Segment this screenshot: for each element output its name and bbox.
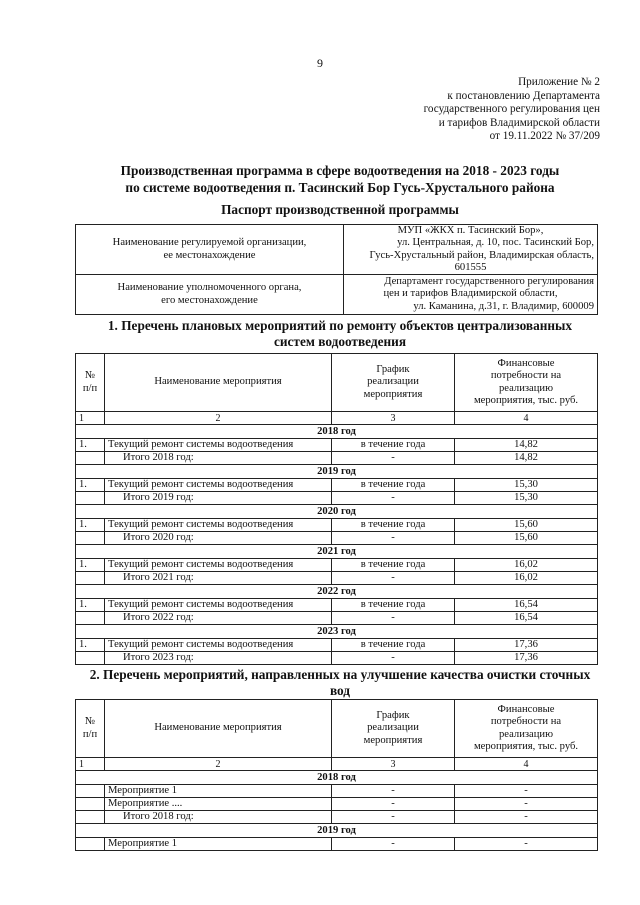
table-row	[76, 439, 598, 452]
row-name: Мероприятие 1	[105, 785, 332, 798]
header-row	[76, 354, 598, 412]
table-row	[76, 559, 598, 572]
header-num	[76, 354, 105, 412]
hdr-line: мероприятия	[363, 734, 423, 746]
value-line: Гусь-Хрустальный район, Владимирская область,	[369, 249, 594, 261]
row-name: Мероприятие 1	[105, 838, 332, 851]
hdr-line: п/п	[82, 382, 98, 394]
row-schedule: в течение года	[332, 439, 455, 452]
year-label: 2018 год	[76, 771, 598, 785]
total-schedule: -	[332, 532, 455, 545]
row-num: 1.	[76, 439, 105, 452]
value-line: ул. Центральная, д. 10, пос. Тасинский Бор,	[397, 237, 594, 249]
value-line: Департамент государственного регулирования	[384, 276, 594, 288]
row-amount: 15,30	[455, 479, 598, 492]
hdr-line: реализацию	[498, 382, 554, 394]
appendix-line: и тарифов Владимирской области	[438, 116, 600, 129]
col-number: 4	[455, 412, 598, 425]
col-number: 1	[76, 758, 105, 771]
total-row	[76, 652, 598, 665]
year-row	[76, 505, 598, 519]
page-number: 9	[317, 56, 323, 70]
section1-title	[60, 318, 620, 350]
row-name: Текущий ремонт системы водоотведения	[105, 519, 332, 532]
section-title-line: 1. Перечень плановых мероприятий по ремонту объектов централизованных	[107, 318, 573, 333]
row-num: 1.	[76, 519, 105, 532]
passport-title: Паспорт производственной программы	[221, 202, 459, 217]
total-num	[76, 572, 105, 585]
total-label: Итого 2018 год:	[105, 811, 332, 824]
year-label: 2021 год	[76, 545, 598, 559]
hdr-line: График	[376, 709, 410, 721]
total-num	[76, 811, 105, 824]
row-schedule: -	[332, 838, 455, 851]
total-amount: 16,02	[455, 572, 598, 585]
appendix-line: от 19.11.2022 № 37/209	[489, 130, 600, 143]
year-label: 2020 год	[76, 505, 598, 519]
hdr-line: мероприятия, тыс. руб.	[473, 394, 579, 406]
year-label: 2018 год	[76, 425, 598, 439]
row-num	[76, 838, 105, 851]
section2-table	[75, 699, 598, 851]
appendix-note	[330, 76, 600, 144]
hdr-line: Финансовые	[497, 357, 555, 369]
row-amount: 16,02	[455, 559, 598, 572]
table-row	[76, 785, 598, 798]
total-num	[76, 652, 105, 665]
passport-row	[76, 225, 598, 275]
total-label: Итого 2018 год:	[105, 452, 332, 465]
total-row	[76, 811, 598, 824]
hdr-line: реализацию	[498, 728, 554, 740]
hdr-line: №	[84, 370, 96, 382]
total-num	[76, 532, 105, 545]
value-line: 601555	[454, 261, 487, 273]
row-amount: -	[455, 838, 598, 851]
value-line: цен и тарифов Владимирской области,	[383, 288, 558, 300]
passport-label	[76, 225, 344, 275]
row-num: 1.	[76, 639, 105, 652]
row-amount: 15,60	[455, 519, 598, 532]
label-line: его местонахождение	[161, 294, 258, 306]
header-row	[76, 700, 598, 758]
col-number: 2	[105, 758, 332, 771]
total-schedule: -	[332, 652, 455, 665]
total-row	[76, 572, 598, 585]
total-label: Итого 2022 год:	[105, 612, 332, 625]
column-numbers-row	[76, 412, 598, 425]
year-row	[76, 625, 598, 639]
header-schedule	[332, 354, 455, 412]
row-schedule: в течение года	[332, 559, 455, 572]
appendix-line: государственного регулирования цен	[423, 103, 600, 116]
appendix-line: Приложение № 2	[518, 76, 600, 88]
col-number: 3	[332, 758, 455, 771]
row-amount: 17,36	[455, 639, 598, 652]
section2-body	[76, 771, 598, 851]
passport-value	[344, 225, 598, 275]
col-number: 2	[105, 412, 332, 425]
hdr-line: п/п	[82, 728, 98, 740]
row-num	[76, 785, 105, 798]
hdr-line: №	[84, 716, 96, 728]
header-num	[76, 700, 105, 758]
section-title-line: вод	[329, 683, 351, 698]
row-amount: 16,54	[455, 599, 598, 612]
section1-table	[75, 353, 598, 665]
section-title-line: 2. Перечень мероприятий, направленных на улучшение качества очистки сточных	[89, 667, 591, 682]
col-number: 3	[332, 412, 455, 425]
hdr-line: потребности на	[490, 716, 562, 728]
year-row	[76, 425, 598, 439]
header-finance	[455, 354, 598, 412]
total-row	[76, 492, 598, 505]
passport-label	[76, 275, 344, 315]
total-label: Итого 2020 год:	[105, 532, 332, 545]
row-num	[76, 798, 105, 811]
row-num: 1.	[76, 479, 105, 492]
total-amount: 14,82	[455, 452, 598, 465]
year-row	[76, 771, 598, 785]
row-name: Текущий ремонт системы водоотведения	[105, 639, 332, 652]
total-schedule: -	[332, 572, 455, 585]
total-amount: 17,36	[455, 652, 598, 665]
year-label: 2019 год	[76, 465, 598, 479]
total-schedule: -	[332, 612, 455, 625]
header-schedule	[332, 700, 455, 758]
title-line: Производственная программа в сфере водоотведения на 2018 - 2023 годы	[120, 163, 560, 178]
passport-table	[75, 224, 598, 315]
year-row	[76, 824, 598, 838]
table-row	[76, 519, 598, 532]
header-name: Наименование мероприятия	[105, 700, 332, 758]
total-schedule: -	[332, 452, 455, 465]
section-title-line: систем водоотведения	[273, 334, 407, 349]
table-row	[76, 599, 598, 612]
total-amount: 15,30	[455, 492, 598, 505]
hdr-line: потребности на	[490, 370, 562, 382]
hdr-line: реализации	[367, 722, 419, 734]
document-title	[60, 162, 620, 196]
col-number: 4	[455, 758, 598, 771]
label-line: Наименование регулируемой организации,	[112, 237, 307, 249]
header-finance	[455, 700, 598, 758]
row-name: Текущий ремонт системы водоотведения	[105, 479, 332, 492]
total-label: Итого 2021 год:	[105, 572, 332, 585]
section1-body	[76, 425, 598, 665]
row-schedule: в течение года	[332, 599, 455, 612]
header-name: Наименование мероприятия	[105, 354, 332, 412]
row-schedule: -	[332, 798, 455, 811]
total-amount: 16,54	[455, 612, 598, 625]
total-amount: -	[455, 811, 598, 824]
passport-row	[76, 275, 598, 315]
year-label: 2022 год	[76, 585, 598, 599]
row-schedule: -	[332, 785, 455, 798]
hdr-line: Финансовые	[497, 703, 555, 715]
total-num	[76, 612, 105, 625]
row-name: Мероприятие ....	[105, 798, 332, 811]
total-label: Итого 2019 год:	[105, 492, 332, 505]
table-row	[76, 639, 598, 652]
year-row	[76, 585, 598, 599]
value-line: ул. Каманина, д.31, г. Владимир, 600009	[413, 300, 594, 312]
title-line: по системе водоотведения п. Тасинский Бор Гусь-Хрустального района	[125, 180, 555, 195]
total-schedule: -	[332, 811, 455, 824]
row-name: Текущий ремонт системы водоотведения	[105, 599, 332, 612]
hdr-line: мероприятия	[363, 388, 423, 400]
row-schedule: в течение года	[332, 519, 455, 532]
total-schedule: -	[332, 492, 455, 505]
year-row	[76, 545, 598, 559]
passport-value	[344, 275, 598, 315]
section2-title	[60, 667, 620, 699]
appendix-line: к постановлению Департамента	[447, 89, 600, 102]
total-num	[76, 452, 105, 465]
row-amount: -	[455, 798, 598, 811]
year-label: 2019 год	[76, 824, 598, 838]
hdr-line: реализации	[367, 376, 419, 388]
total-num	[76, 492, 105, 505]
total-row	[76, 612, 598, 625]
total-row	[76, 452, 598, 465]
year-label: 2023 год	[76, 625, 598, 639]
column-numbers-row	[76, 758, 598, 771]
row-num: 1.	[76, 559, 105, 572]
row-schedule: в течение года	[332, 639, 455, 652]
table-row	[76, 838, 598, 851]
row-amount: 14,82	[455, 439, 598, 452]
table-row	[76, 798, 598, 811]
hdr-line: График	[376, 363, 410, 375]
total-amount: 15,60	[455, 532, 598, 545]
total-label: Итого 2023 год:	[105, 652, 332, 665]
value-line: МУП «ЖКХ п. Тасинский Бор»,	[397, 225, 544, 237]
year-row	[76, 465, 598, 479]
col-number: 1	[76, 412, 105, 425]
total-row	[76, 532, 598, 545]
row-name: Текущий ремонт системы водоотведения	[105, 559, 332, 572]
label-line: ее местонахождение	[163, 249, 256, 261]
row-amount: -	[455, 785, 598, 798]
row-name: Текущий ремонт системы водоотведения	[105, 439, 332, 452]
row-schedule: в течение года	[332, 479, 455, 492]
table-row	[76, 479, 598, 492]
row-num: 1.	[76, 599, 105, 612]
label-line: Наименование уполномоченного органа,	[117, 282, 302, 294]
hdr-line: мероприятия, тыс. руб.	[473, 740, 579, 752]
